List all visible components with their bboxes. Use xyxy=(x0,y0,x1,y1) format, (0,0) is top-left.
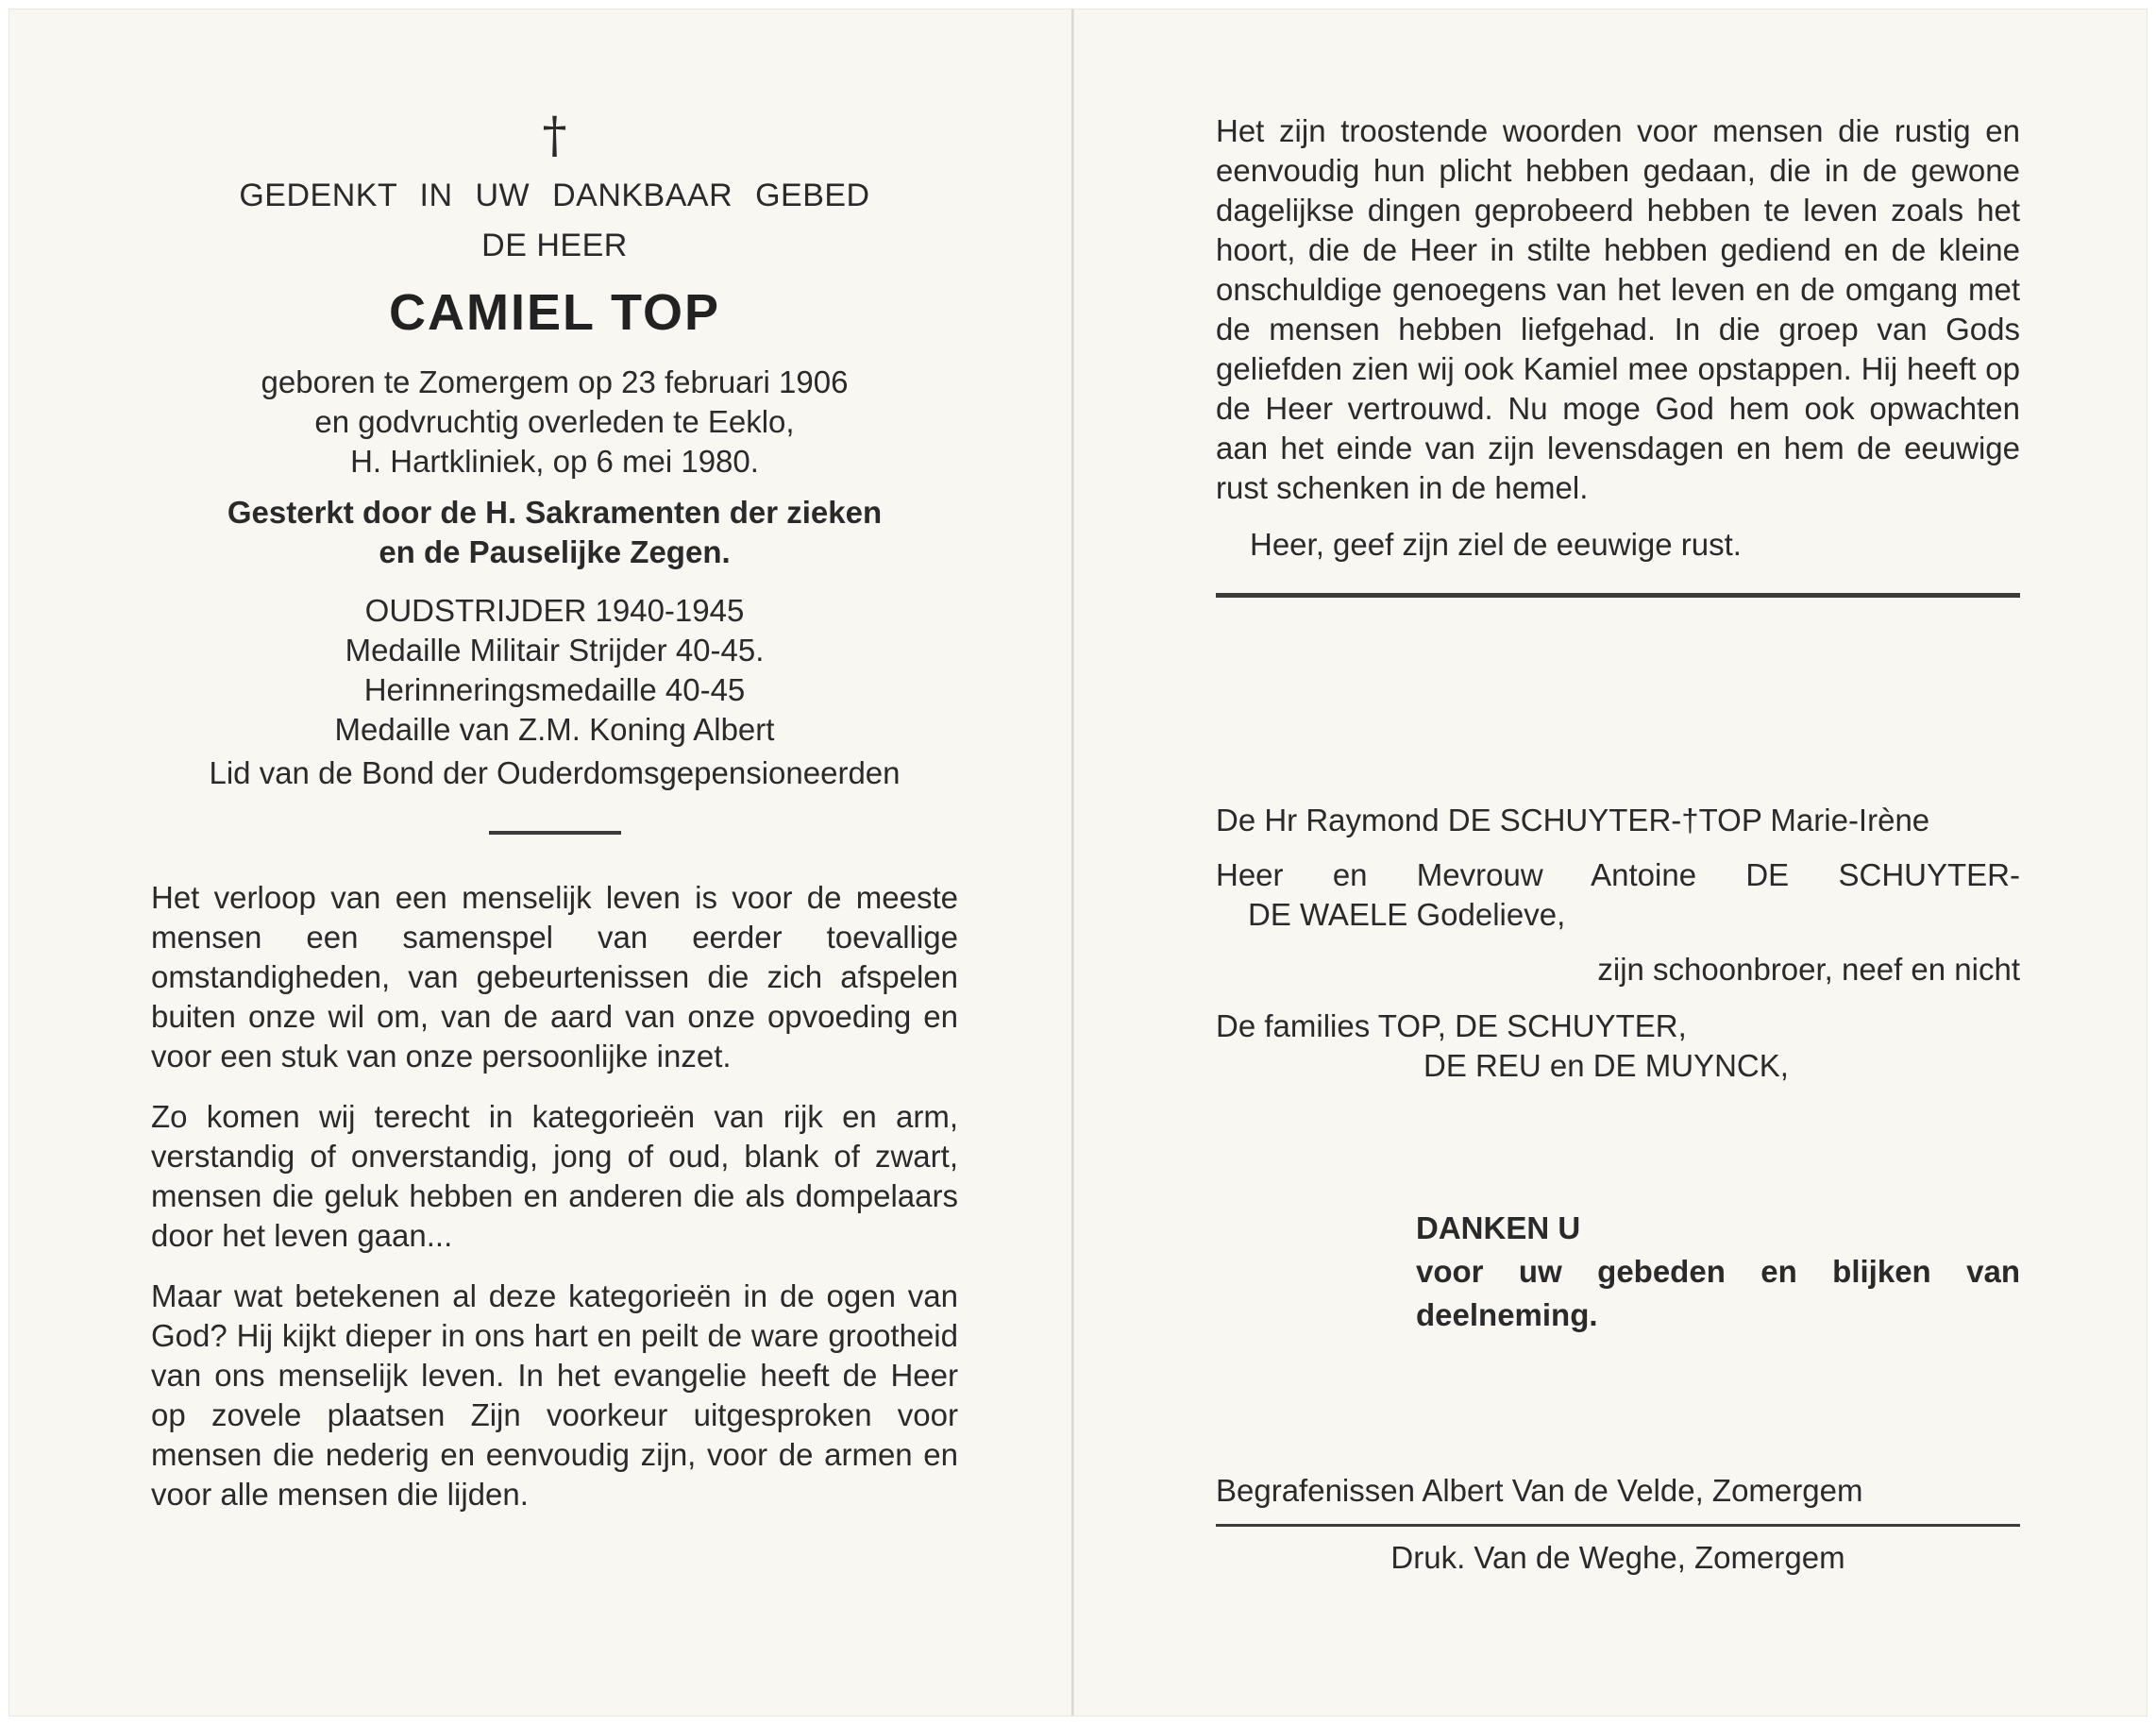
divider-top xyxy=(1216,593,2020,598)
family-line-3: zijn schoonbroer, neef en nicht xyxy=(1597,952,2020,987)
separator xyxy=(489,831,621,835)
sacraments-line-2: en de Pauselijke Zegen. xyxy=(379,534,731,569)
divider-bottom xyxy=(1216,1524,2020,1527)
comfort-paragraph: Het zijn troostende woorden voor mensen die rustig en eenvoudig hun plicht hebben gedaan, die in de gewone dagelijkse dingen geprobeerd hebben te leven zoals het hoort, die de Heer in stilte hebben gediend en de kleine onschuldige genoegens van het leven en de omgang met de mensen hebben liefgehad. In die groep van Gods geliefden zien wij ook Kamiel mee opstappen. Hij heeft op de Heer vertrouwd. Nu moge God hem ook opwachten aan het einde van zijn levensdagen en hem de eeuwige rust schenken in de hemel. xyxy=(1216,113,2020,505)
thanks-title: DANKEN U xyxy=(1416,1210,1581,1245)
deceased-name: CAMIEL TOP xyxy=(388,284,721,341)
family-line-2a: Heer en Mevrouw Antoine DE SCHUYTER- xyxy=(1216,857,2020,892)
prayer: Heer, geef zijn ziel de eeuwige rust. xyxy=(1250,527,1742,562)
title: DE HEER xyxy=(481,228,628,263)
birth-line-3: H. Hartkliniek, op 6 mei 1980. xyxy=(350,444,759,479)
paragraph-1: Het verloop van een menselijk leven is voor de meeste mensen een samenspel van eerder toevallige omstandigheden, van gebeurtenissen die zich afspelen buiten onze wil om, van de aard van onze opvoeding en voor een stuk van onze persoonlijke inzet. xyxy=(151,880,958,1074)
thanks-line-1: voor uw gebeden en blijken van xyxy=(1416,1254,2020,1289)
cross-icon: † xyxy=(542,108,567,164)
right-page xyxy=(1216,111,2020,1578)
family-line-2b: DE WAELE Godelieve, xyxy=(1248,897,1566,932)
funeral-home: Begrafenissen Albert Van de Velde, Zomergem xyxy=(1216,1473,1863,1508)
thanks-line-2: deelneming. xyxy=(1416,1297,1598,1332)
paragraph-2: Zo komen wij terecht in kategorieën van rijk en arm, verstandig of onverstandig, jong of oud, blank of zwart, mensen die geluk hebben en anderen die als dompelaars door het leven gaan... xyxy=(151,1099,958,1253)
sacraments-line-1: Gesterkt door de H. Sakramenten der zieken xyxy=(227,495,883,530)
birth-line-1: geboren te Zomergem op 23 februari 1906 xyxy=(261,364,849,399)
card-fold xyxy=(1071,9,1074,1716)
paragraph-3: Maar wat betekenen al deze kategorieën in de ogen van God? Hij kijkt dieper in ons hart en peilt de ware grootheid van ons menselijk leven. In het evangelie heeft de Heer op zovele plaatsen Zijn voorkeur uitgesproken voor mensen die nederig en eenvoudig zijn, voor de armen en voor alle mensen die lijden. xyxy=(151,1278,958,1512)
honor-5: Lid van de Bond der Ouderdomsgepensioneerden xyxy=(209,755,901,790)
honor-3: Herinneringsmedaille 40-45 xyxy=(363,672,746,707)
honor-4: Medaille van Z.M. Koning Albert xyxy=(334,712,775,747)
printer: Druk. Van de Weghe, Zomergem xyxy=(1390,1540,1845,1575)
family-line-1: De Hr Raymond DE SCHUYTER-†TOP Marie-Irène xyxy=(1216,803,1930,837)
family-line-4a: De families TOP, DE SCHUYTER, xyxy=(1216,1008,1687,1043)
left-page xyxy=(151,108,958,1535)
honor-1: OUDSTRIJDER 1940-1945 xyxy=(364,593,745,628)
heading: GEDENKT IN UW DANKBAAR GEBED xyxy=(239,178,870,213)
family-line-4b: DE REU en DE MUYNCK, xyxy=(1423,1048,1789,1083)
honor-2: Medaille Militair Strijder 40-45. xyxy=(345,633,765,668)
birth-line-2: en godvruchtig overleden te Eeklo, xyxy=(314,404,795,439)
